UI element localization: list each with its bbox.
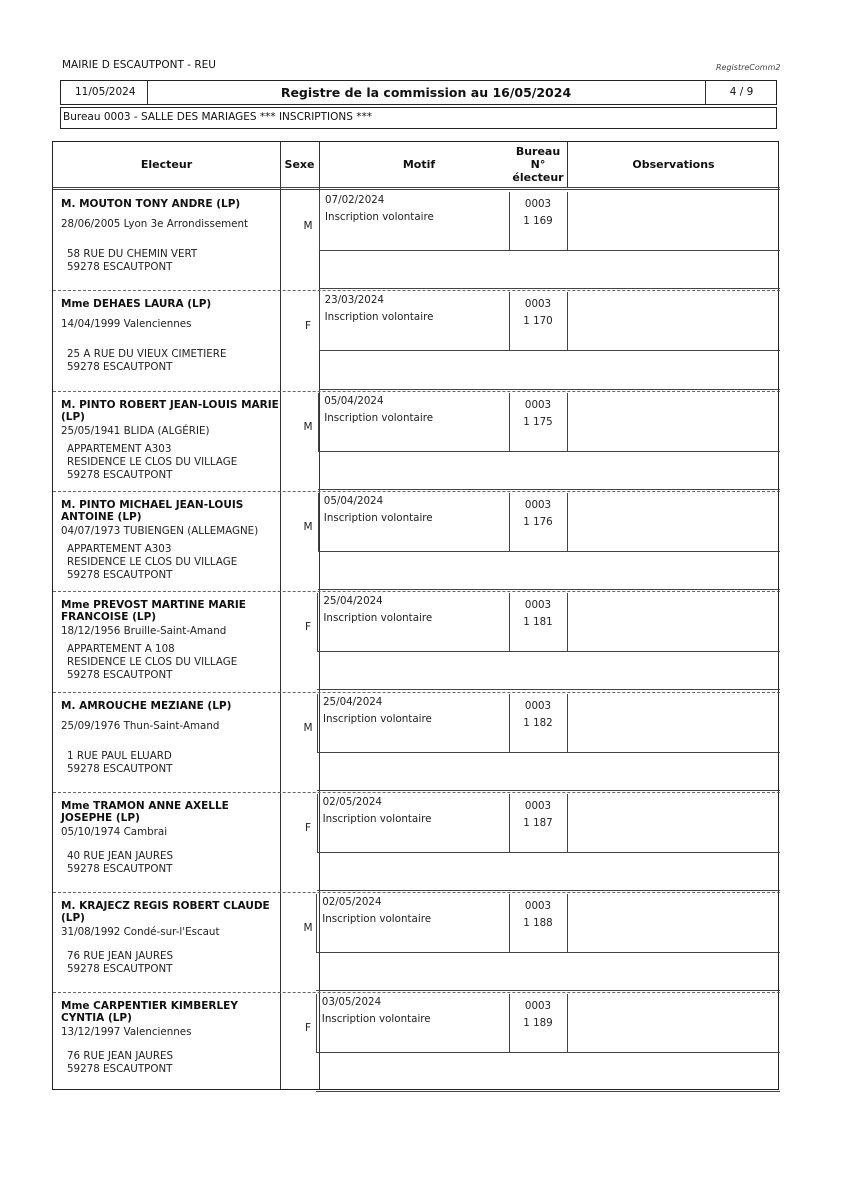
table-row bbox=[53, 292, 780, 392]
cell-border bbox=[509, 894, 510, 952]
cell-border bbox=[316, 952, 780, 953]
cell-border bbox=[567, 694, 568, 752]
elector-number: 1 170 bbox=[523, 315, 553, 328]
elector-number: 1 169 bbox=[523, 215, 553, 227]
cell-border bbox=[509, 694, 510, 752]
cell-border bbox=[317, 752, 780, 753]
bureau-label: Bureau 0003 - SALLE DES MARIAGES *** INSCRIPTIONS *** bbox=[63, 111, 373, 123]
cell-border bbox=[567, 292, 568, 350]
cell-border bbox=[316, 894, 317, 952]
address-line: 25 A RUE DU VIEUX CIMETIERE bbox=[67, 348, 227, 361]
elector-name: M. KRAJECZ REGIS ROBERT CLAUDE (LP) bbox=[61, 900, 270, 925]
motif-text: Inscription volontaire bbox=[322, 913, 432, 926]
cell-border bbox=[567, 994, 568, 1052]
col-electeur: Electeur bbox=[140, 158, 193, 171]
elector-address bbox=[67, 443, 237, 482]
elector-number: 1 182 bbox=[523, 716, 553, 729]
address-line: 76 RUE JEAN JAURES bbox=[67, 950, 174, 963]
elector-address bbox=[67, 643, 237, 682]
address-line: 59278 ESCAUTPONT bbox=[67, 963, 173, 976]
address-line: 59278 ESCAUTPONT bbox=[67, 261, 173, 273]
motif-cell bbox=[323, 794, 432, 828]
bureau-cell bbox=[511, 397, 565, 431]
elector-address bbox=[67, 750, 172, 776]
address-line: RESIDENCE LE CLOS DU VILLAGE bbox=[67, 656, 238, 669]
bureau-bar bbox=[60, 107, 777, 129]
elector-address bbox=[67, 1050, 173, 1076]
col-bureau-l2: N° bbox=[530, 158, 546, 171]
cell-border bbox=[318, 551, 780, 552]
cell-border bbox=[317, 852, 780, 853]
row-separator bbox=[53, 992, 780, 993]
elector-birth: 14/04/1999 Valenciennes bbox=[61, 318, 192, 331]
page-number: 4 / 9 bbox=[729, 86, 754, 98]
address-line: 59278 ESCAUTPONT bbox=[67, 568, 173, 581]
elector-sex: F bbox=[304, 1022, 312, 1035]
bureau-number: 0003 bbox=[524, 398, 552, 411]
cell-border bbox=[319, 350, 780, 351]
motif-date: 25/04/2024 bbox=[323, 695, 383, 708]
row-separator bbox=[53, 591, 780, 592]
cell-border bbox=[509, 493, 510, 551]
elector-sex: M bbox=[303, 922, 313, 935]
motif-date: 02/05/2024 bbox=[322, 896, 382, 909]
bureau-cell bbox=[511, 798, 565, 832]
motif-date: 07/02/2024 bbox=[325, 194, 385, 206]
elector-name: M. PINTO MICHAEL JEAN-LOUIS ANTOINE (LP) bbox=[61, 498, 244, 523]
motif-cell bbox=[322, 894, 431, 928]
cell-border bbox=[317, 790, 780, 791]
elector-name: Mme PREVOST MARTINE MARIE FRANCOISE (LP) bbox=[61, 599, 246, 624]
cell-border bbox=[319, 288, 780, 289]
cell-border bbox=[319, 292, 320, 350]
elector-sex: M bbox=[303, 420, 313, 433]
col-motif: Motif bbox=[402, 158, 436, 171]
report-ref: RegistreComm2 bbox=[716, 63, 781, 72]
cell-border bbox=[318, 589, 780, 590]
address-line: 59278 ESCAUTPONT bbox=[67, 468, 173, 481]
table-row bbox=[53, 894, 780, 994]
cell-border bbox=[317, 689, 780, 690]
elector-name: M. AMROUCHE MEZIANE (LP) bbox=[61, 699, 232, 712]
col-bureau bbox=[509, 142, 567, 187]
cell-border bbox=[567, 192, 568, 250]
motif-date: 05/04/2024 bbox=[323, 494, 384, 507]
address-line: 59278 ESCAUTPONT bbox=[67, 669, 173, 682]
address-line: RESIDENCE LE CLOS DU VILLAGE bbox=[67, 555, 238, 568]
elector-address bbox=[67, 248, 197, 274]
cell-border bbox=[567, 393, 568, 451]
table-row bbox=[53, 192, 780, 292]
cell-border bbox=[567, 894, 568, 952]
motif-date: 03/05/2024 bbox=[321, 996, 382, 1009]
col-bureau-l3: électeur bbox=[512, 171, 564, 184]
bureau-number: 0003 bbox=[524, 298, 552, 311]
table-row bbox=[53, 794, 780, 894]
elector-birth: 25/09/1976 Thun-Saint-Amand bbox=[61, 719, 220, 732]
motif-cell bbox=[324, 393, 433, 427]
bureau-cell bbox=[511, 497, 565, 531]
bureau-number: 0003 bbox=[524, 599, 552, 612]
motif-text: Inscription volontaire bbox=[324, 411, 434, 424]
col-observations: Observations bbox=[632, 158, 715, 171]
col-sexe: Sexe bbox=[284, 158, 315, 171]
motif-cell bbox=[322, 994, 431, 1028]
address-line: 59278 ESCAUTPONT bbox=[67, 862, 173, 875]
cell-border bbox=[317, 890, 780, 891]
motif-date: 05/04/2024 bbox=[324, 394, 384, 407]
address-line: 76 RUE JEAN JAURES bbox=[67, 1050, 174, 1063]
elector-number: 1 187 bbox=[523, 816, 553, 829]
motif-cell bbox=[323, 593, 432, 627]
cell-border bbox=[567, 493, 568, 551]
bureau-cell bbox=[511, 196, 565, 230]
elector-birth: 13/12/1997 Valenciennes bbox=[61, 1026, 192, 1039]
row-separator bbox=[53, 692, 780, 693]
row-separator bbox=[53, 792, 780, 793]
address-line: 59278 ESCAUTPONT bbox=[67, 762, 173, 775]
motif-text: Inscription volontaire bbox=[322, 812, 432, 825]
cell-border bbox=[319, 192, 320, 250]
address-line: 59278 ESCAUTPONT bbox=[67, 361, 173, 374]
row-separator bbox=[53, 290, 780, 291]
address-line: 40 RUE JEAN JAURES bbox=[67, 849, 174, 862]
motif-text: Inscription volontaire bbox=[324, 311, 434, 324]
cell-border bbox=[509, 192, 510, 250]
table-row bbox=[53, 493, 780, 593]
elector-sex: F bbox=[304, 621, 312, 634]
row-separator bbox=[53, 391, 780, 392]
table-row bbox=[53, 593, 780, 693]
elector-name: Mme DEHAES LAURA (LP) bbox=[61, 298, 212, 311]
bureau-number: 0003 bbox=[524, 699, 552, 712]
elector-number: 1 189 bbox=[523, 1017, 553, 1030]
cell-border bbox=[319, 250, 780, 251]
motif-text: Inscription volontaire bbox=[323, 612, 433, 625]
cell-border bbox=[317, 694, 318, 752]
cell-border bbox=[318, 451, 780, 452]
address-line: 59278 ESCAUTPONT bbox=[67, 1063, 173, 1076]
elector-birth: 25/05/1941 BLIDA (ALGÉRIE) bbox=[61, 424, 210, 437]
cell-border bbox=[316, 994, 317, 1052]
table-row bbox=[53, 694, 780, 794]
motif-cell bbox=[324, 493, 433, 527]
title-bar bbox=[60, 80, 777, 105]
print-date: 11/05/2024 bbox=[75, 86, 136, 98]
address-line: APPARTEMENT A303 bbox=[67, 442, 172, 455]
elector-name: Mme TRAMON ANNE AXELLE JOSEPHE (LP) bbox=[61, 799, 229, 824]
motif-text: Inscription volontaire bbox=[323, 712, 432, 725]
bureau-cell bbox=[511, 898, 565, 932]
bureau-number: 0003 bbox=[524, 1000, 552, 1013]
elector-number: 1 181 bbox=[523, 616, 553, 629]
elector-address bbox=[67, 950, 173, 976]
cell-border bbox=[318, 489, 780, 490]
cell-border bbox=[509, 593, 510, 651]
row-separator bbox=[53, 892, 780, 893]
motif-text: Inscription volontaire bbox=[323, 511, 433, 524]
cell-border bbox=[317, 593, 318, 651]
electors-table bbox=[52, 141, 779, 1090]
bureau-number: 0003 bbox=[524, 900, 552, 913]
motif-date: 23/03/2024 bbox=[324, 294, 384, 307]
cell-border bbox=[317, 651, 780, 652]
elector-name: M. PINTO ROBERT JEAN-LOUIS MARIE (LP) bbox=[61, 398, 279, 423]
elector-sex: M bbox=[303, 520, 313, 533]
elector-birth: 18/12/1956 Bruille-Saint-Amand bbox=[61, 625, 227, 638]
elector-sex: F bbox=[304, 821, 312, 834]
elector-sex: M bbox=[303, 220, 313, 232]
elector-birth: 28/06/2005 Lyon 3e Arrondissement bbox=[61, 218, 249, 230]
row-separator bbox=[53, 491, 780, 492]
mairie-name: MAIRIE D ESCAUTPONT - REU bbox=[62, 59, 216, 71]
table-row bbox=[53, 994, 780, 1094]
cell-border bbox=[318, 493, 319, 551]
bureau-number: 0003 bbox=[524, 198, 552, 210]
elector-birth: 04/07/1973 TUBIENGEN (ALLEMAGNE) bbox=[61, 524, 259, 537]
table-row bbox=[53, 393, 780, 493]
cell-border bbox=[509, 994, 510, 1052]
cell-border bbox=[317, 794, 318, 852]
bureau-cell bbox=[511, 698, 565, 732]
motif-date: 02/05/2024 bbox=[322, 795, 382, 808]
page-title: Registre de la commission au 16/05/2024 bbox=[280, 85, 572, 100]
elector-address bbox=[67, 850, 173, 876]
cell-border bbox=[567, 794, 568, 852]
elector-sex: M bbox=[303, 721, 313, 734]
cell-border bbox=[509, 292, 510, 350]
motif-text: Inscription volontaire bbox=[321, 1013, 431, 1026]
address-line: 58 RUE DU CHEMIN VERT bbox=[67, 248, 198, 260]
cell-border bbox=[316, 990, 780, 991]
elector-birth: 31/08/1992 Condé-sur-l'Escaut bbox=[61, 926, 220, 939]
elector-address bbox=[67, 543, 237, 582]
address-line: 1 RUE PAUL ELUARD bbox=[67, 749, 172, 762]
elector-name: M. MOUTON TONY ANDRE (LP) bbox=[61, 198, 241, 210]
bureau-cell bbox=[511, 296, 565, 330]
elector-address bbox=[67, 348, 226, 374]
bureau-cell bbox=[511, 597, 565, 631]
address-line: RESIDENCE LE CLOS DU VILLAGE bbox=[67, 455, 238, 468]
elector-number: 1 176 bbox=[523, 515, 553, 528]
cell-border bbox=[567, 593, 568, 651]
cell-border bbox=[509, 393, 510, 451]
elector-number: 1 188 bbox=[523, 917, 553, 930]
motif-cell bbox=[325, 192, 434, 226]
cell-border bbox=[318, 393, 319, 451]
cell-border bbox=[316, 1052, 780, 1053]
motif-cell bbox=[323, 694, 432, 728]
elector-name: Mme CARPENTIER KIMBERLEY CYNTIA (LP) bbox=[61, 1000, 238, 1025]
motif-date: 25/04/2024 bbox=[323, 595, 383, 608]
col-bureau-l1: Bureau bbox=[515, 145, 561, 158]
cell-border bbox=[509, 794, 510, 852]
elector-number: 1 175 bbox=[523, 415, 553, 428]
address-line: APPARTEMENT A303 bbox=[67, 542, 172, 555]
elector-sex: F bbox=[304, 320, 312, 333]
elector-birth: 05/10/1974 Cambrai bbox=[61, 825, 168, 838]
bureau-cell bbox=[511, 998, 565, 1032]
motif-cell bbox=[325, 292, 434, 326]
bureau-number: 0003 bbox=[524, 498, 552, 511]
cell-border bbox=[316, 1091, 780, 1092]
motif-text: Inscription volontaire bbox=[325, 211, 434, 223]
bureau-number: 0003 bbox=[524, 799, 552, 812]
cell-border bbox=[319, 389, 780, 390]
address-line: APPARTEMENT A 108 bbox=[67, 643, 175, 656]
